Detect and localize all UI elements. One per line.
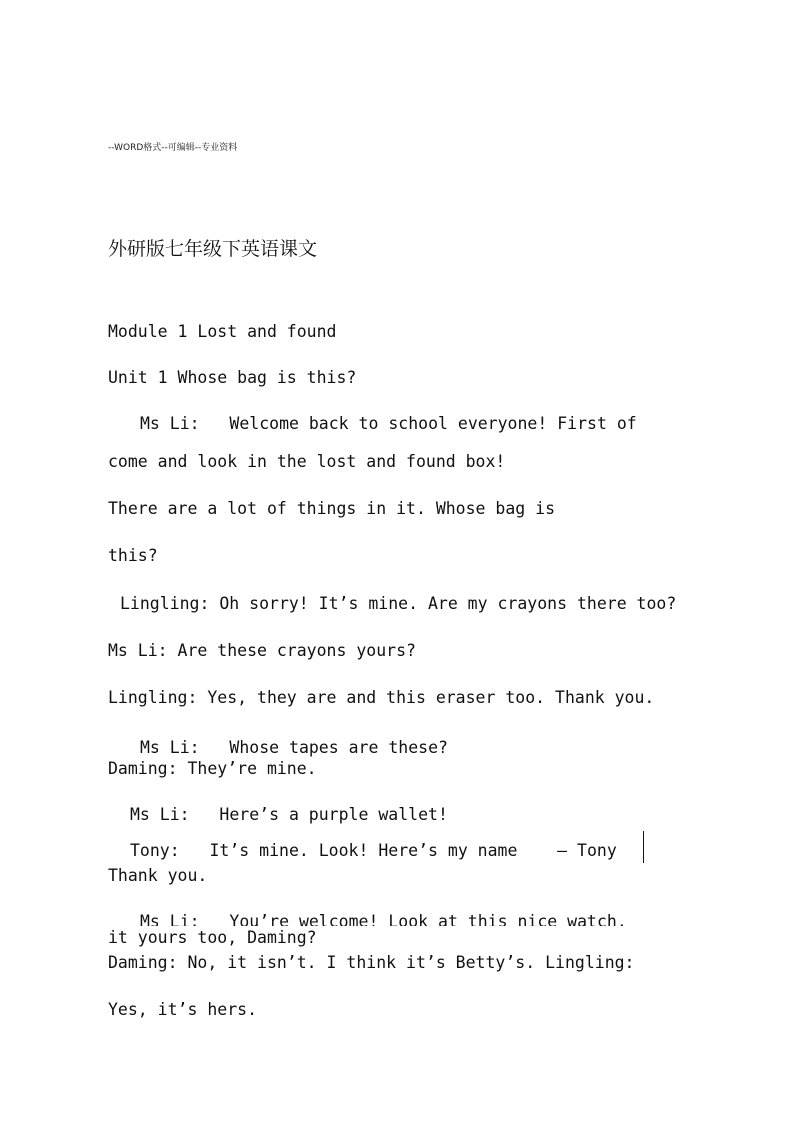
dialogue-line: Thank you.	[108, 866, 208, 885]
unit-heading: Unit 1 Whose bag is this?	[108, 368, 357, 387]
dialogue-line: this?	[108, 546, 158, 565]
dialogue-line: Lingling: Yes, they are and this eraser too. Thank you.	[108, 688, 655, 707]
dialogue-line-clipped: Ms Li: You’re welcome! Look at this nice watch.	[140, 912, 627, 926]
dialogue-line: Daming: No, it isn’t. I think it’s Betty’s. Lingling:	[108, 953, 635, 972]
dialogue-line: Ms Li: Whose tapes are these?	[140, 738, 448, 757]
dialogue-line: Ms Li: Here’s a purple wallet!	[130, 805, 448, 824]
header-note: --WORD格式--可编辑--专业资料	[108, 143, 238, 153]
dialogue-line: Yes, it’s hers.	[108, 1000, 258, 1019]
dialogue-line: Daming: They’re mine.	[108, 759, 317, 778]
dialogue-line: There are a lot of things in it. Whose bag is	[108, 499, 556, 518]
vertical-rule	[643, 831, 644, 863]
dialogue-line: come and look in the lost and found box!	[108, 452, 506, 471]
document-title: 外研版七年级下英语课文	[108, 238, 318, 260]
module-heading: Module 1 Lost and found	[108, 322, 337, 341]
dialogue-line: it yours too, Daming?	[108, 928, 317, 947]
dialogue-line: Ms Li: Are these crayons yours?	[108, 641, 416, 660]
dialogue-line: Ms Li: Welcome back to school everyone! First of	[140, 414, 637, 433]
dialogue-line: Tony: It’s mine. Look! Here’s my name — Tony	[130, 841, 617, 860]
dialogue-line: Lingling: Oh sorry! It’s mine. Are my crayons there too?	[120, 594, 677, 613]
